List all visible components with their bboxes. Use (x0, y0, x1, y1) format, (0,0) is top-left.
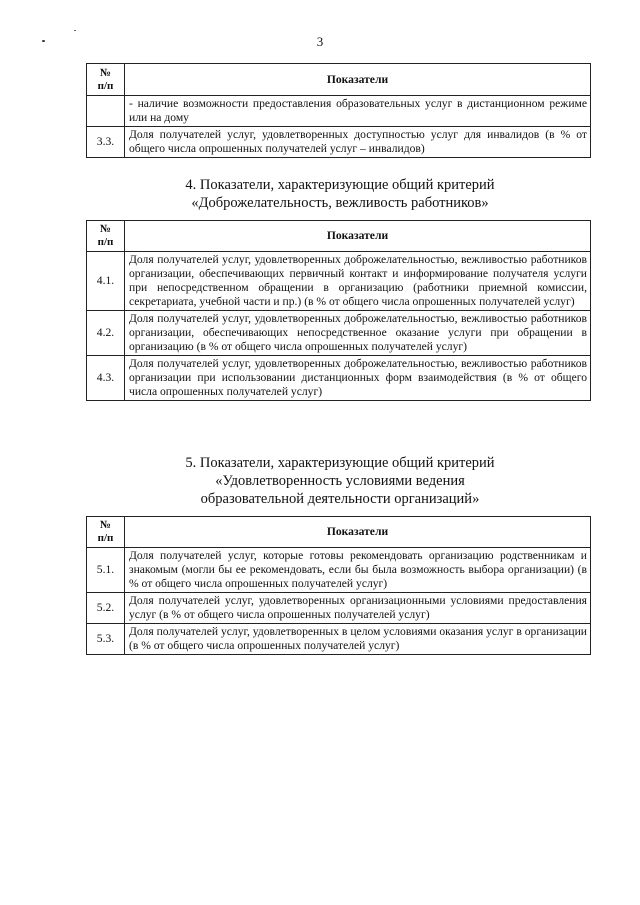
table-row (87, 593, 591, 624)
table-row (87, 96, 591, 127)
row-number (87, 96, 125, 127)
section-4-title-line1: 4. Показатели, характеризующие общий критерий (185, 177, 495, 193)
row-text: Доля получателей услуг, удовлетворенных доступностью услуг для инвалидов (в % от общего числа опрошенных получателей услуг – инвалидов) (125, 127, 591, 158)
section-4-title (0, 176, 640, 212)
scan-speck (74, 30, 76, 31)
section-5-title (0, 454, 640, 508)
column-header-indicators: Показатели (125, 517, 591, 548)
table-row (87, 252, 591, 311)
column-header-number: № п/п (87, 64, 125, 96)
table-row (87, 127, 591, 158)
row-number: 4.3. (87, 356, 125, 401)
page-number: 3 (316, 34, 324, 49)
section-5-title-line3: образовательной деятельности организаций» (200, 491, 480, 507)
column-header-indicators: Показатели (125, 64, 591, 96)
table-row (87, 311, 591, 356)
row-text: Доля получателей услуг, удовлетворенных в целом условиями оказания услуг в организации (в % от общего числа опрошенных получателей услуг) (125, 624, 591, 655)
section-5-title-line1: 5. Показатели, характеризующие общий критерий (185, 455, 495, 471)
column-header-number: № п/п (87, 221, 125, 252)
column-header-number: № п/п (87, 517, 125, 548)
table-row (87, 356, 591, 401)
column-header-indicators: Показатели (125, 221, 591, 252)
table-row (87, 548, 591, 593)
row-text: Доля получателей услуг, удовлетворенных доброжелательностью, вежливостью работников организации, обеспечивающих непосредственное оказание услуги при обращении в организацию (в % от общего числа опрошенных получателей услуг) (125, 311, 591, 356)
row-number: 4.1. (87, 252, 125, 311)
section-5-title-line2: «Удовлетворенность условиями ведения (215, 473, 465, 489)
row-number: 3.3. (87, 127, 125, 158)
row-number: 5.1. (87, 548, 125, 593)
row-text: - наличие возможности предоставления образовательных услуг в дистанционном режиме или на дому (125, 96, 591, 127)
table-row (87, 624, 591, 655)
row-number: 4.2. (87, 311, 125, 356)
criteria-table-5 (86, 516, 591, 655)
row-text: Доля получателей услуг, удовлетворенных доброжелательностью, вежливостью работников организации, обеспечивающих первичный контакт и информирование получателя услуги при непосредственном обращении в организацию (работники приемной комиссии, секретариата, учебной части и пр.) (в % от общего числа опрошенных получателей услуг) (125, 252, 591, 311)
row-number: 5.2. (87, 593, 125, 624)
row-text: Доля получателей услуг, удовлетворенных доброжелательностью, вежливостью работников организации при использовании дистанционных форм взаимодействия (в % от общего числа опрошенных получателей услуг) (125, 356, 591, 401)
criteria-table-4 (86, 220, 591, 401)
criteria-table-3 (86, 63, 591, 158)
row-text: Доля получателей услуг, которые готовы рекомендовать организацию родственникам и знакомым (могли бы ее рекомендовать, если бы была возможность выбора организации) (в % от общего числа опрошенных получателей услуг) (125, 548, 591, 593)
row-number: 5.3. (87, 624, 125, 655)
row-text: Доля получателей услуг, удовлетворенных организационными условиями предоставления услуг (в % от общего числа опрошенных получателей услуг) (125, 593, 591, 624)
table-header-row (87, 221, 591, 252)
table-header-row (87, 64, 591, 96)
table-header-row (87, 517, 591, 548)
section-4-title-line2: «Доброжелательность, вежливость работников» (191, 195, 489, 211)
